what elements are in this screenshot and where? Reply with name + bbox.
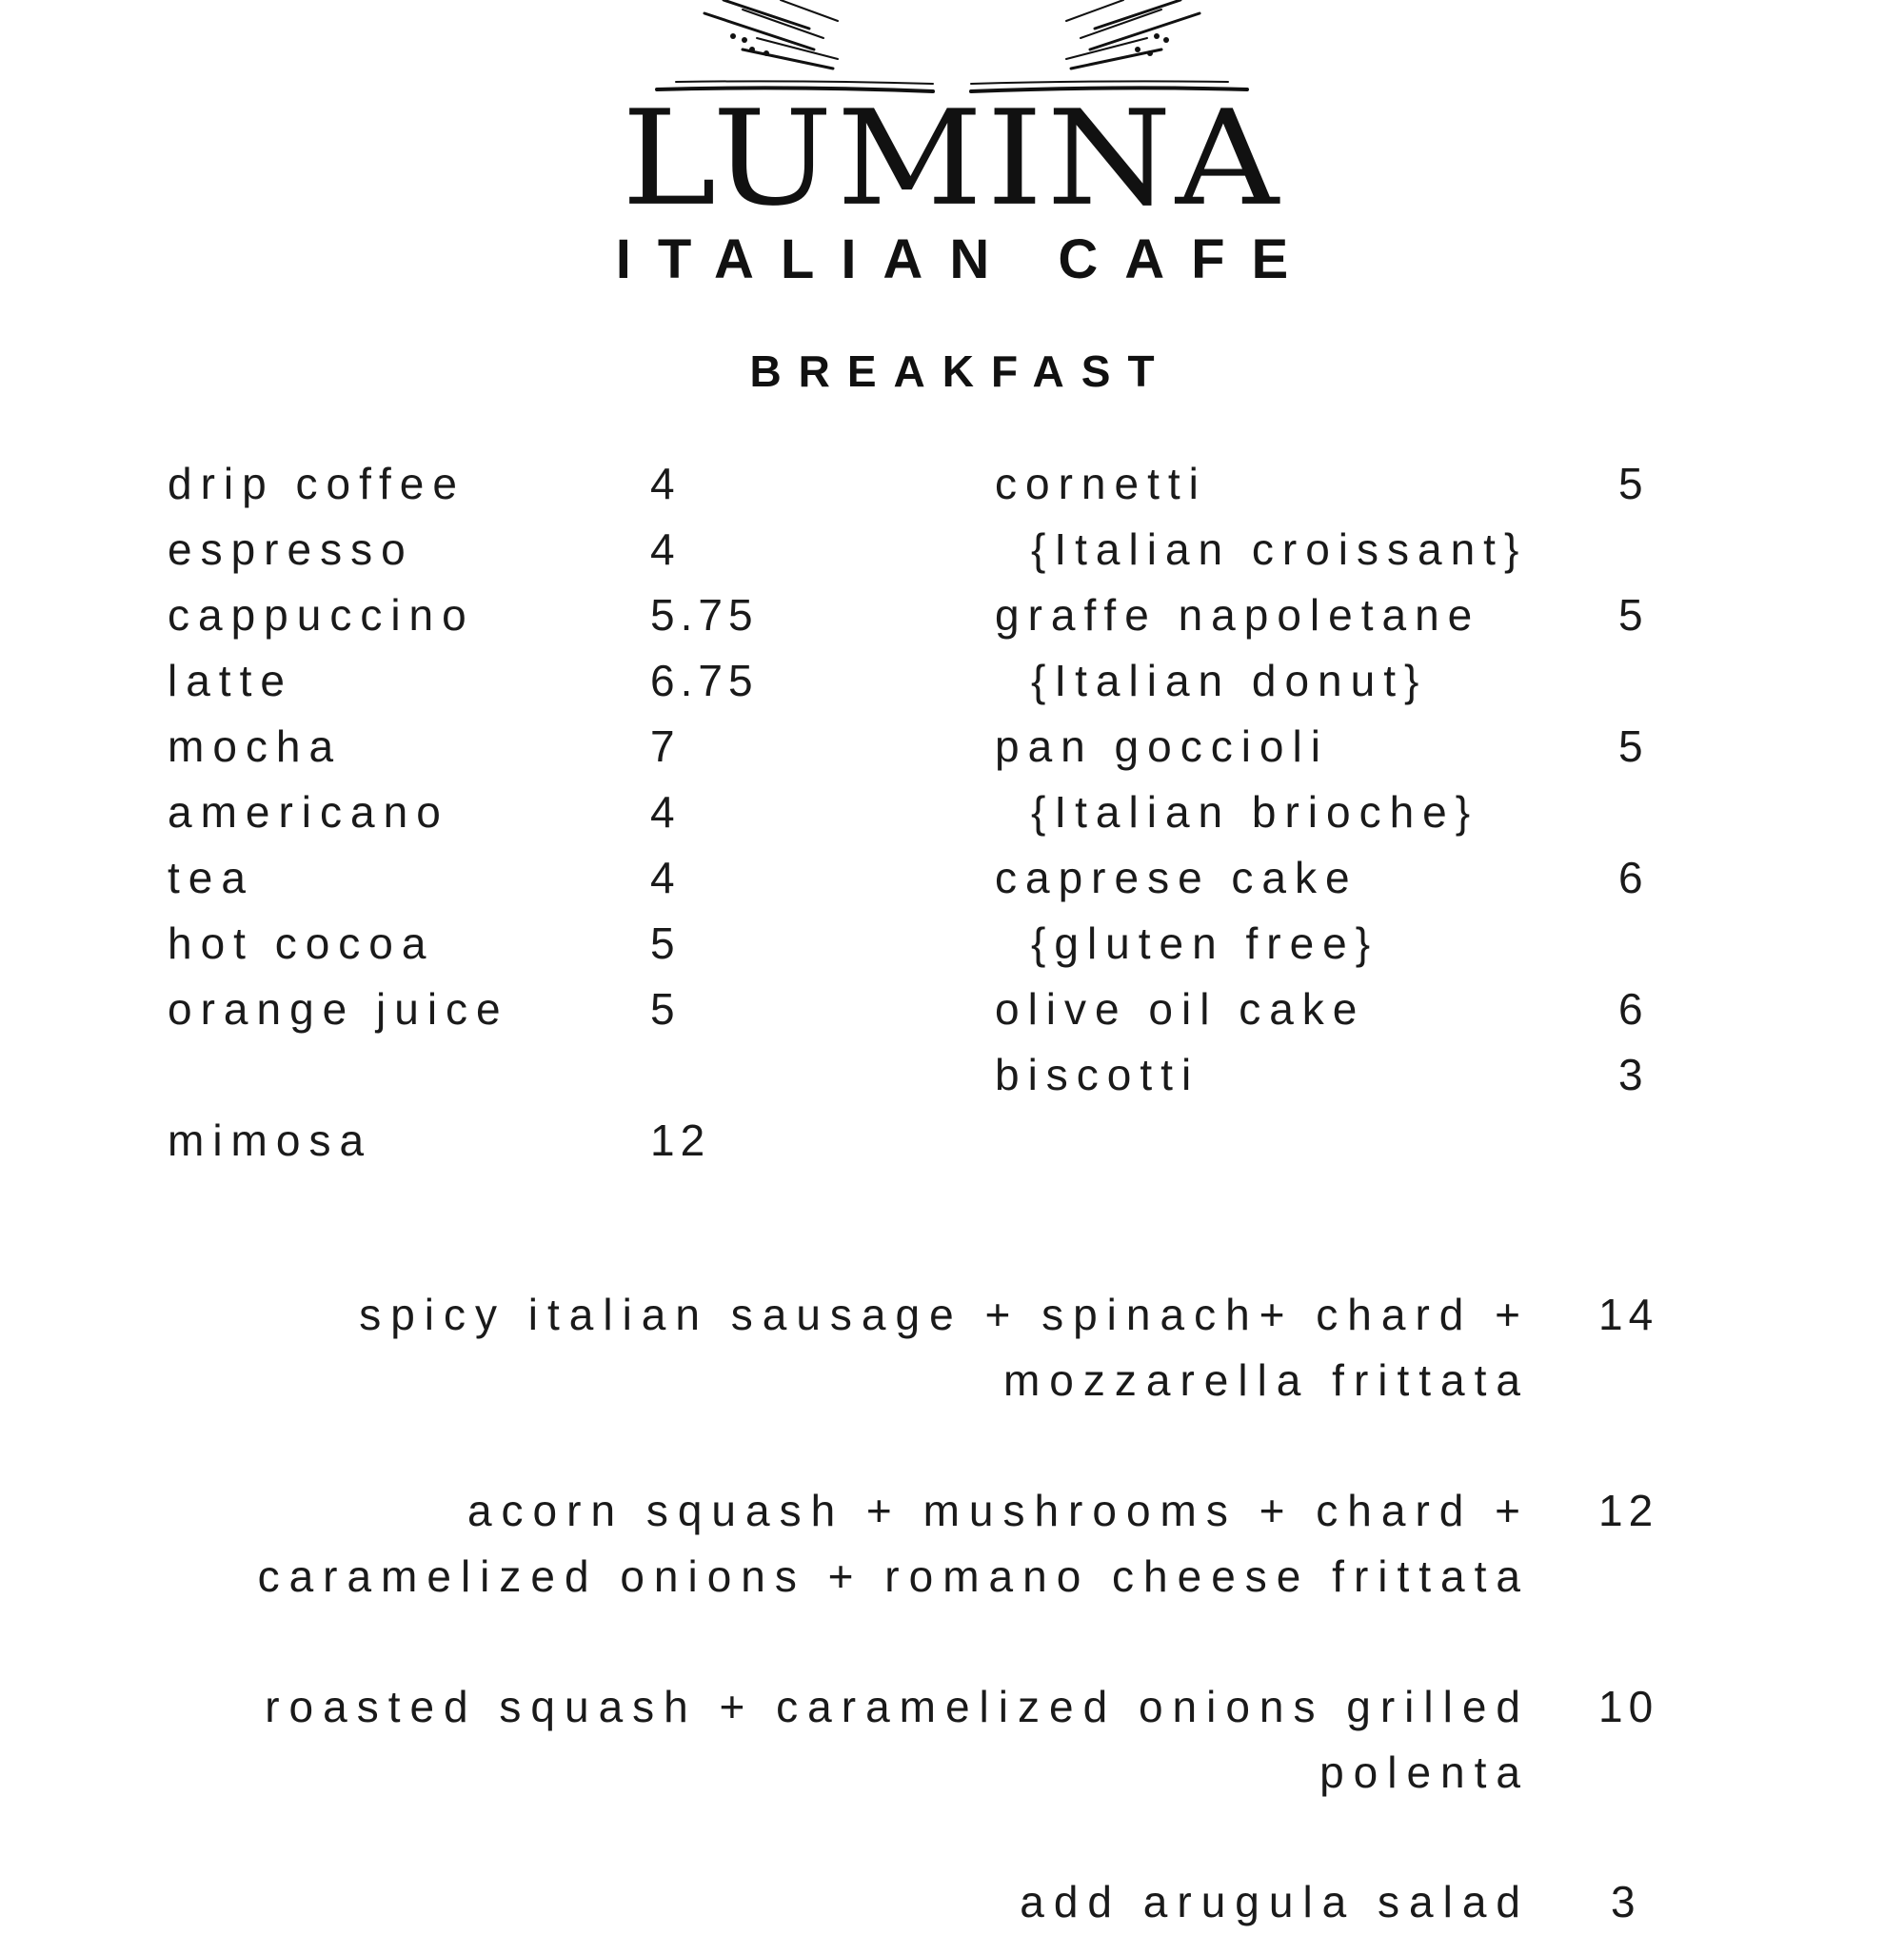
pastry-name: caprese cake [995, 853, 1359, 902]
drink-price: 4 [650, 853, 681, 902]
pastry-price: 5 [1618, 721, 1649, 771]
pastry-note: {gluten free} [1031, 918, 1379, 968]
drink-name: americano [168, 787, 449, 837]
section-title: BREAKFAST [749, 346, 1172, 396]
dish-line: polenta [1319, 1747, 1530, 1797]
pastry-price: 6 [1618, 984, 1649, 1034]
drink-name: espresso [168, 524, 414, 574]
pastry-note: {Italian croissant} [1031, 524, 1528, 574]
drink-price: 12 [650, 1116, 711, 1165]
dish-price: 14 [1598, 1290, 1659, 1339]
drink-name: orange juice [168, 984, 509, 1034]
dish-price: 3 [1611, 1877, 1641, 1926]
pastry-name: graffe napoletane [995, 590, 1481, 640]
pastry-name: biscotti [995, 1050, 1200, 1099]
dish-line: add arugula salad [1020, 1877, 1530, 1926]
drink-name: hot cocoa [168, 918, 435, 968]
dish-description [159, 1674, 1530, 1806]
pastry-price: 5 [1618, 459, 1649, 508]
dish-description [159, 1869, 1530, 1935]
drink-price: 4 [650, 524, 681, 574]
drink-name: cappuccino [168, 590, 475, 640]
cafe-subtitle: ITALIAN CAFE [615, 228, 1316, 290]
drink-name: drip coffee [168, 459, 466, 508]
drink-name: tea [168, 853, 254, 902]
dish-description [159, 1478, 1530, 1609]
dish-line: mozzarella frittata [1002, 1355, 1530, 1405]
drink-price: 5 [650, 984, 681, 1034]
drink-price: 6.75 [650, 656, 759, 705]
brand-logo-text: LUMINA [621, 82, 1283, 236]
dish-description [159, 1282, 1530, 1413]
drink-name: mocha [168, 721, 343, 771]
pastry-note: {Italian brioche} [1031, 787, 1479, 837]
drink-price: 4 [650, 787, 681, 837]
dish-line: spicy italian sausage + spinach+ chard + [359, 1290, 1530, 1339]
pastry-price: 5 [1618, 590, 1649, 640]
dish-line: caramelized onions + romano cheese frittata [257, 1551, 1530, 1601]
dish-line: roasted squash + caramelized onions grilled [265, 1682, 1530, 1731]
pastry-name: pan goccioli [995, 721, 1329, 771]
drink-price: 5.75 [650, 590, 759, 640]
pastry-note: {Italian donut} [1031, 656, 1428, 705]
pastry-price: 6 [1618, 853, 1649, 902]
dish-line: acorn squash + mushrooms + chard + [466, 1486, 1530, 1535]
dish-price: 12 [1598, 1486, 1659, 1535]
drink-price: 5 [650, 918, 681, 968]
drink-price: 4 [650, 459, 681, 508]
drink-name: mimosa [168, 1116, 373, 1165]
pastry-name: olive oil cake [995, 984, 1366, 1034]
dish-price: 10 [1598, 1682, 1659, 1731]
drink-name: latte [168, 656, 293, 705]
pastry-price: 3 [1618, 1050, 1649, 1099]
drink-price: 7 [650, 721, 681, 771]
pastry-name: cornetti [995, 459, 1207, 508]
